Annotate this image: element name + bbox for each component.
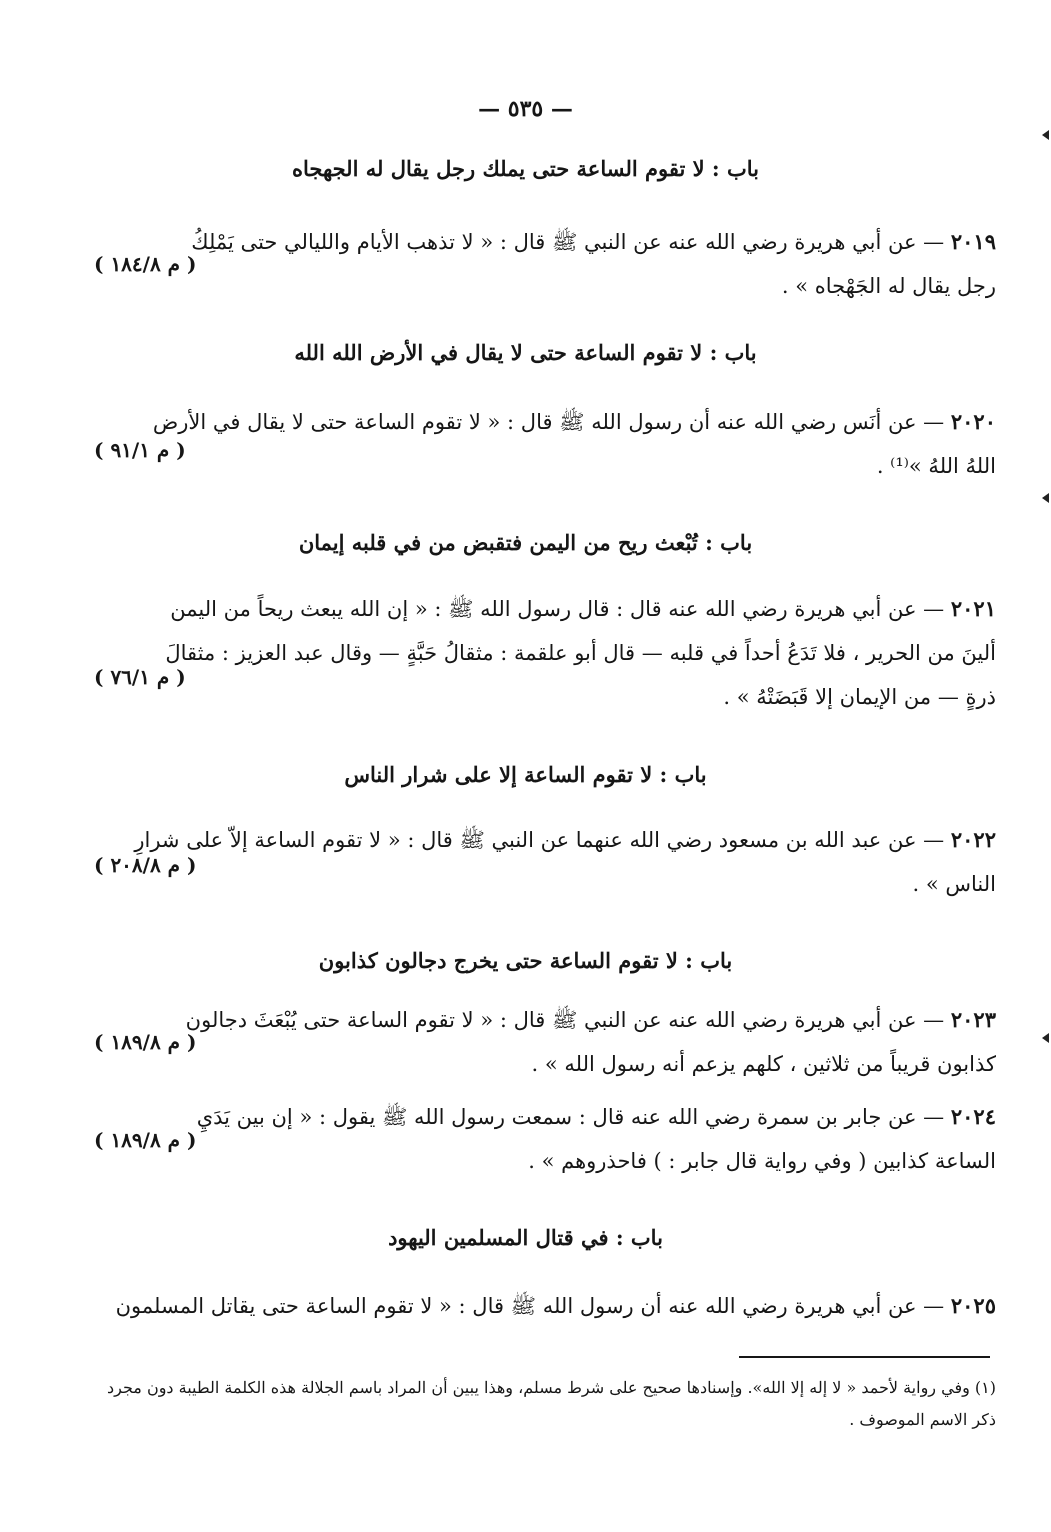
chapter-heading: باب : لا تقوم الساعة حتى لا يقال في الأرض الله الله: [294, 340, 757, 365]
hadith-entry: [60, 998, 996, 1086]
hadith-entry: [60, 587, 996, 719]
footnote-line: (١) وفي رواية لأحمد « لا إله إلا الله». وإسنادها صحيح على شرط مسلم، وهذا يبين أن المراد باسم الجلالة هذه الكلمة الطيبة دون مجرد: [107, 1378, 996, 1397]
hadith-text: — عن عبد الله بن مسعود رضي الله عنهما عن النبي ﷺ قال : « لا تقوم الساعة إلاّ على شرارِ: [134, 828, 945, 852]
hadith-entry: [60, 818, 996, 906]
hadith-number: ٢٠١٩: [950, 229, 996, 254]
hadith-line: رجل يقال له الجَهْجاه » .: [781, 274, 996, 298]
hadith-line: كذابون قريباً من ثلاثين ، كلهم يزعم أنه رسول الله » .: [531, 1052, 996, 1076]
hadith-line: [60, 587, 996, 631]
source-reference: ( م ١٨٩/٨ ): [94, 1128, 197, 1152]
hadith-entry: [60, 400, 996, 488]
hadith-number: ٢٠٢٥: [950, 1293, 996, 1318]
hadith-line: [60, 1095, 996, 1139]
hadith-line: الساعة كذابين ( وفي رواية قال جابر : ) فاحذروهم » .: [528, 1149, 996, 1173]
hadith-line: [60, 220, 996, 264]
chapter-heading: باب : لا تقوم الساعة حتى يخرج دجالون كذابون: [318, 948, 733, 973]
hadith-line: ألينَ من الحرير ، فلا تَدَعُ أحداً في قلبه — قال أبو علقمة : مثقالُ حَبَّةٍ — وقال عبد العزيز : مثقالَ: [165, 641, 996, 665]
hadith-number: ٢٠٢١: [950, 596, 996, 621]
hadith-number: ٢٠٢٢: [950, 827, 996, 852]
chapter-heading: باب : لا تقوم الساعة إلا على شرار الناس: [344, 762, 707, 787]
hadith-entry: [60, 1284, 996, 1328]
hadith-entry: [60, 220, 996, 308]
source-reference: ( م ٢٠٨/٨ ): [94, 853, 197, 877]
hadith-number: ٢٠٢٠: [950, 409, 996, 434]
hadith-number: ٢٠٢٤: [950, 1104, 996, 1129]
footnote: [60, 1372, 996, 1436]
hadith-text: — عن أبي هريرة رضي الله عنه أن رسول الله ﷺ قال : « لا تقوم الساعة حتى يقاتل المسلمون: [115, 1294, 945, 1318]
source-reference: ( م ٩١/١ ): [94, 438, 186, 462]
scan-edge-mark: [1042, 130, 1049, 140]
source-reference: ( م ١٨٩/٨ ): [94, 1030, 197, 1054]
hadith-line: [60, 818, 996, 862]
hadith-line: [60, 400, 996, 444]
page-number: — ٥٣٥ —: [478, 96, 573, 122]
footnote-line: ذكر الاسم الموصوف .: [849, 1410, 996, 1429]
hadith-text: — عن أبي هريرة رضي الله عنه عن النبي ﷺ قال : « لا تقوم الساعة حتى يُبْعَثَ دجالون: [185, 1008, 945, 1032]
chapter-heading: باب : تُبْعث ريح من اليمن فتقبض من في قلبه إيمان: [298, 530, 753, 555]
hadith-number: ٢٠٢٣: [950, 1007, 996, 1032]
hadith-line: الناس » .: [912, 872, 996, 896]
scan-edge-mark: [1042, 493, 1049, 503]
hadith-text: — عن أبي هريرة رضي الله عنه قال : قال رسول الله ﷺ : « إن الله يبعث ريحاً من اليمن: [170, 597, 945, 621]
chapter-heading: باب : في قتال المسلمين اليهود: [388, 1225, 663, 1250]
hadith-line: [60, 998, 996, 1042]
source-reference: ( م ٧٦/١ ): [94, 665, 186, 689]
chapter-heading: باب : لا تقوم الساعة حتى يملك رجل يقال له الجهجاه: [291, 156, 759, 181]
hadith-text: — عن أنَس رضي الله عنه أن رسول الله ﷺ قال : « لا تقوم الساعة حتى لا يقال في الأرض: [152, 410, 945, 434]
source-reference: ( م ١٨٤/٨ ): [94, 252, 197, 276]
hadith-line: [60, 1284, 996, 1328]
scan-edge-mark: [1042, 1033, 1049, 1043]
hadith-entry: [60, 1095, 996, 1183]
footnote-rule: [739, 1356, 990, 1358]
hadith-text: — عن أبي هريرة رضي الله عنه عن النبي ﷺ قال : « لا تذهب الأيام والليالي حتى يَمْلِكُ: [191, 230, 945, 254]
hadith-line: اللهُ اللهُ »⁽¹⁾ .: [876, 454, 996, 478]
hadith-line: ذرةٍ — من الإيمان إلا قَبَضَتْهُ » .: [723, 685, 996, 709]
hadith-text: — عن جابر بن سمرة رضي الله عنه قال : سمعت رسول الله ﷺ يقول : « إن بين يَدَيِ: [196, 1105, 945, 1129]
